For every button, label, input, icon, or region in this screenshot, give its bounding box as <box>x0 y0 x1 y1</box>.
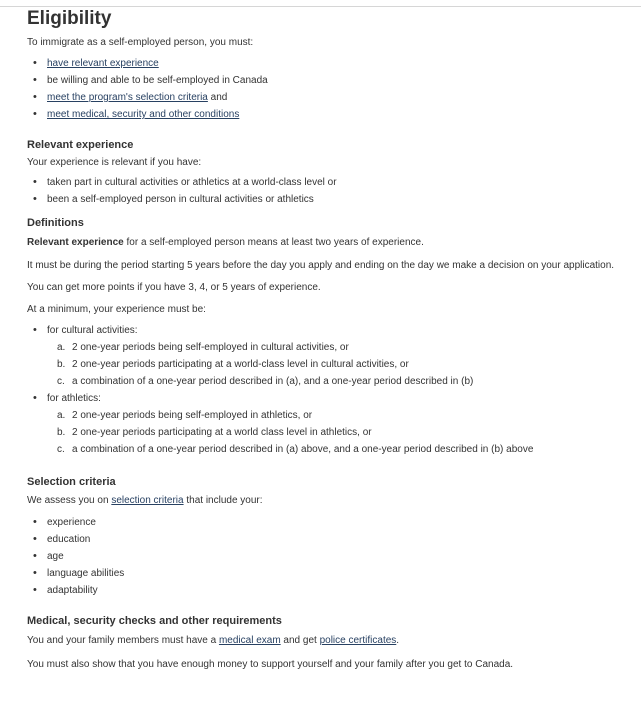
selection-criteria-inline-link[interactable]: selection criteria <box>111 495 184 506</box>
selection-list <box>27 514 627 599</box>
selection-item: • experience <box>27 514 627 531</box>
police-certificates-link[interactable]: police certificates <box>319 635 397 646</box>
sub-text: 2 one-year periods being self-employed in cultural activities, or <box>72 342 349 353</box>
sub-item <box>27 373 627 390</box>
intro-text: To immigrate as a self-employed person, you must: <box>27 37 254 48</box>
experience-groups-list <box>27 322 627 339</box>
requirements-list <box>27 55 627 123</box>
medical-text-mid: and get <box>280 635 320 646</box>
definition-period: It must be during the period starting 5 years before the day you apply and ending on the day we make a decision on your application. <box>27 260 615 271</box>
selection-item: • language abilities <box>27 565 627 582</box>
selection-criteria-link[interactable]: meet the program's selection criteria <box>47 92 208 103</box>
definitions-heading: Definitions <box>27 217 84 229</box>
sub-marker: c. <box>57 376 65 387</box>
group-label: for athletics: <box>47 393 101 404</box>
definition-term: Relevant experience <box>27 237 124 248</box>
sub-item <box>27 356 627 373</box>
requirement-item: • be willing and able to be self-employed in Canada <box>27 72 627 89</box>
relevant-intro: Your experience is relevant if you have: <box>27 157 202 168</box>
sub-item <box>27 441 627 458</box>
medical-line-2: You must also show that you have enough money to support yourself and your family after you get to Canada. <box>27 659 514 670</box>
athletics-sublist <box>27 407 627 458</box>
cultural-sublist <box>27 339 627 390</box>
definition-rest: for a self-employed person means at least two years of experience. <box>123 237 424 248</box>
definition-points: You can get more points if you have 3, 4, or 5 years of experience. <box>27 282 321 293</box>
sub-item <box>27 339 627 356</box>
top-divider <box>0 6 641 7</box>
medical-line-1 <box>27 633 627 649</box>
definition-minimum: At a minimum, your experience must be: <box>27 304 206 315</box>
sub-text: a combination of a one-year period described in (a), and a one-year period described in (b) <box>72 376 474 387</box>
medical-exam-link[interactable]: medical exam <box>218 635 281 646</box>
sub-text: 2 one-year periods being self-employed in athletics, or <box>72 410 313 421</box>
medical-security-link[interactable]: meet medical, security and other conditions <box>47 109 240 120</box>
experience-groups-list-2 <box>27 390 627 407</box>
requirement-item <box>27 89 627 106</box>
medical-text-after: . <box>396 635 400 646</box>
relevant-experience-link[interactable]: have relevant experience <box>47 58 159 69</box>
group-label: for cultural activities: <box>47 325 138 336</box>
sub-text: a combination of a one-year period described in (a) above, and a one-year period described in (b) above <box>72 444 534 455</box>
requirement-suffix: and <box>207 92 228 103</box>
sub-marker: a. <box>57 342 66 353</box>
selection-item: • adaptability <box>27 582 627 599</box>
definition-term-text <box>27 235 627 251</box>
selection-intro-after: that include your: <box>183 495 263 506</box>
sub-marker: b. <box>57 359 66 370</box>
relevant-item: • been a self-employed person in cultural activities or athletics <box>27 191 627 208</box>
medical-heading: Medical, security checks and other requirements <box>27 615 282 627</box>
selection-criteria-heading: Selection criteria <box>27 476 116 488</box>
medical-text-before: You and your family members must have a <box>27 635 219 646</box>
selection-item: • education <box>27 531 627 548</box>
main-content <box>27 9 627 673</box>
sub-item <box>27 424 627 441</box>
relevant-experience-heading: Relevant experience <box>27 139 134 151</box>
selection-intro-before: We assess you on <box>27 495 112 506</box>
sub-marker: b. <box>57 427 66 438</box>
page-title: Eligibility <box>27 8 112 29</box>
sub-marker: a. <box>57 410 66 421</box>
selection-intro <box>27 493 627 509</box>
requirement-item <box>27 55 627 72</box>
relevant-list <box>27 174 627 208</box>
sub-item <box>27 407 627 424</box>
selection-item: • age <box>27 548 627 565</box>
athletics-group <box>27 390 627 407</box>
sub-text: 2 one-year periods participating at a world class level in athletics, or <box>72 427 372 438</box>
requirement-item <box>27 106 627 123</box>
sub-text: 2 one-year periods participating at a world-class level in cultural activities, or <box>72 359 409 370</box>
sub-marker: c. <box>57 444 65 455</box>
cultural-group <box>27 322 627 339</box>
relevant-item: • taken part in cultural activities or athletics at a world-class level or <box>27 174 627 191</box>
